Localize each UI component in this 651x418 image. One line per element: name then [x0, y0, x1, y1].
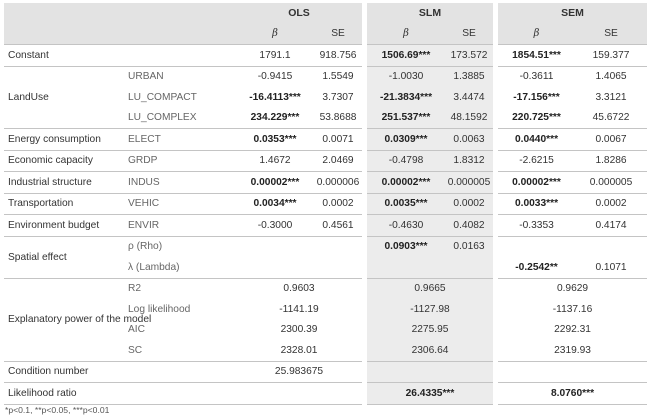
ols-beta-cell — [236, 236, 314, 257]
sem-statistic-cell: 0.9629 — [498, 278, 647, 299]
ols-se-cell: 1.5549 — [314, 66, 362, 87]
sem-se-cell: 0.000005 — [575, 172, 647, 194]
ols-statistic-cell: -1141.19 — [279, 303, 319, 315]
ols-beta-cell: 234.229*** — [250, 112, 300, 124]
slm-statistic-cell: 0.9665 — [367, 278, 493, 299]
ols-beta-cell: 0.0034*** — [236, 193, 314, 215]
slm-beta-cell: -1.0030 — [367, 66, 445, 87]
header-slm: SLM — [367, 3, 493, 24]
regression-results-table — [4, 3, 647, 405]
slm-statistic-cell — [367, 361, 493, 383]
group-label: Spatial effect — [4, 236, 124, 278]
slm-beta-cell: 1506.69*** — [367, 45, 445, 67]
sem-beta-cell: -0.3611 — [498, 66, 575, 87]
sem-statistic-cell: 2319.93 — [554, 344, 591, 356]
slm-se-cell: 0.0002 — [445, 193, 493, 215]
sem-statistic-cell: 8.0760*** — [498, 383, 647, 405]
statistic-label: Log likelihood — [128, 303, 191, 315]
sem-beta-cell: 0.00002*** — [498, 172, 575, 194]
sem-beta-header: β — [498, 24, 575, 45]
significance-footnote: *p<0.1, **p<0.05, ***p<0.01 — [5, 405, 110, 415]
slm-statistic-cell: 2306.64 — [367, 340, 493, 361]
slm-se-cell: 0.0163 — [445, 236, 493, 257]
sem-se-cell: 0.0067 — [575, 129, 647, 151]
slm-se-cell — [445, 257, 493, 278]
row-spatial-rho — [4, 236, 647, 257]
slm-statistic-cell: -1127.98 — [367, 299, 493, 320]
slm-se-cell: 173.572 — [445, 45, 493, 67]
slm-se-cell: 0.4082 — [445, 215, 493, 237]
ols-se-cell — [314, 236, 362, 257]
sem-se-cell: 3.3121 — [595, 91, 627, 103]
slm-beta-cell: 0.0309*** — [367, 129, 445, 151]
row-transport — [4, 193, 647, 215]
variable-label: VEHIC — [124, 193, 236, 215]
sem-beta-cell: 1854.51*** — [498, 45, 575, 67]
slm-beta-cell: 0.0035*** — [367, 193, 445, 215]
group-label: Energy consumption — [4, 129, 124, 151]
row-label: Likelihood ratio — [4, 383, 236, 405]
slm-se-cell: 0.000005 — [445, 172, 493, 194]
slm-beta-cell: 0.0903*** — [367, 236, 445, 257]
sem-beta-cell: -0.3353 — [498, 215, 575, 237]
slm-beta-cell: -0.4630 — [367, 215, 445, 237]
ols-se-cell: 0.0002 — [314, 193, 362, 215]
model-header-row — [4, 3, 647, 24]
slm-statistic-cell: 2275.95 — [367, 320, 493, 341]
row-likelihood-ratio — [4, 383, 647, 405]
slm-beta-cell: -0.4798 — [367, 150, 445, 172]
sem-se-cell: 0.0002 — [575, 193, 647, 215]
ols-beta-cell: -0.9415 — [236, 66, 314, 87]
sem-statistic-cell — [498, 361, 647, 383]
slm-beta-header: β — [367, 24, 445, 45]
row-condition-number — [4, 361, 647, 383]
row-environment — [4, 215, 647, 237]
ols-beta-cell: 0.00002*** — [236, 172, 314, 194]
statistic-label: SC — [128, 344, 143, 356]
group-label: Explanatory power of the model — [4, 278, 124, 361]
header-ols: OLS — [236, 3, 362, 24]
slm-se-cell: 48.1592 — [445, 108, 493, 129]
row-fit-r2 — [4, 278, 647, 299]
ols-statistic-cell: 2328.01 — [280, 344, 318, 356]
ols-se-cell: 918.756 — [314, 45, 362, 67]
sem-statistic-cell: -1137.16 — [552, 303, 593, 315]
sem-beta-cell: -17.156*** — [513, 91, 560, 103]
row-energy — [4, 129, 647, 151]
ols-se-cell: 53.8688 — [319, 112, 357, 124]
sem-se-cell: 0.1071 — [595, 261, 627, 273]
ols-se-cell: 3.7307 — [322, 91, 354, 103]
variable-label: LU_COMPACT — [128, 91, 197, 103]
ols-se-cell: 0.4561 — [314, 215, 362, 237]
ols-se-cell: 0.0071 — [314, 129, 362, 151]
group-label: Transportation — [4, 193, 124, 215]
slm-beta-cell: 251.537*** — [367, 108, 445, 129]
sem-beta-cell: 220.725*** — [512, 112, 561, 124]
slm-statistic-cell: 26.4335*** — [367, 383, 493, 405]
ols-beta-cell: 0.0353*** — [236, 129, 314, 151]
row-economic — [4, 150, 647, 172]
statistic-label: AIC — [128, 324, 145, 336]
sem-beta-cell: -2.6215 — [498, 150, 575, 172]
sem-se-cell — [575, 236, 647, 257]
row-constant — [4, 45, 647, 67]
ols-se-cell: 2.0469 — [314, 150, 362, 172]
ols-se-header: SE — [314, 24, 362, 45]
statistic-label: R2 — [124, 278, 236, 299]
row-industrial — [4, 172, 647, 194]
ols-beta-header: β — [236, 24, 314, 45]
sem-statistic-cell: 2292.31 — [554, 324, 591, 336]
sem-se-cell: 45.6722 — [592, 112, 630, 124]
group-label: LandUse — [4, 66, 124, 129]
ols-beta-cell — [236, 257, 314, 278]
header-sem: SEM — [498, 3, 647, 24]
sem-se-header: SE — [575, 24, 647, 45]
ols-se-cell: 0.000006 — [314, 172, 362, 194]
group-label: Industrial structure — [4, 172, 124, 194]
variable-label: λ (Lambda) — [128, 261, 180, 273]
row-label: Constant — [4, 45, 236, 67]
ols-statistic-cell — [236, 383, 362, 405]
ols-beta-cell: -16.4113*** — [249, 91, 301, 103]
slm-se-cell: 1.3885 — [445, 66, 493, 87]
variable-label: INDUS — [124, 172, 236, 194]
ols-beta-cell: 1791.1 — [236, 45, 314, 67]
slm-beta-cell: 0.00002*** — [367, 172, 445, 194]
group-label: Environment budget — [4, 215, 124, 237]
slm-se-cell: 0.0063 — [445, 129, 493, 151]
sem-se-cell: 1.8286 — [575, 150, 647, 172]
slm-beta-cell: -21.3834*** — [367, 87, 445, 108]
slm-se-header: SE — [445, 24, 493, 45]
ols-statistic-cell: 25.983675 — [236, 361, 362, 383]
sem-beta-cell: -0.2542** — [515, 261, 558, 273]
ols-se-cell — [314, 257, 362, 278]
variable-label: ENVIR — [124, 215, 236, 237]
ols-statistic-cell: 2300.39 — [280, 324, 318, 336]
slm-se-cell: 1.8312 — [445, 150, 493, 172]
sem-beta-cell: 0.0440*** — [498, 129, 575, 151]
slm-se-cell: 3.4474 — [445, 87, 493, 108]
variable-label: ρ (Rho) — [124, 236, 236, 257]
sem-beta-cell — [498, 236, 575, 257]
sem-beta-cell: 0.0033*** — [498, 193, 575, 215]
variable-label: LU_COMPLEX — [128, 112, 197, 124]
sem-se-cell: 0.4174 — [575, 215, 647, 237]
ols-beta-cell: 1.4672 — [236, 150, 314, 172]
sem-se-cell: 159.377 — [575, 45, 647, 67]
subheader-row — [4, 24, 647, 45]
sem-se-cell: 1.4065 — [575, 66, 647, 87]
variable-label: URBAN — [124, 66, 236, 87]
ols-statistic-cell: 0.9603 — [236, 278, 362, 299]
group-label: Economic capacity — [4, 150, 124, 172]
variable-label: GRDP — [124, 150, 236, 172]
variable-label: ELECT — [124, 129, 236, 151]
ols-beta-cell: -0.3000 — [236, 215, 314, 237]
row-label: Condition number — [4, 361, 236, 383]
row-landuse-urban — [4, 66, 647, 87]
slm-beta-cell — [367, 257, 445, 278]
